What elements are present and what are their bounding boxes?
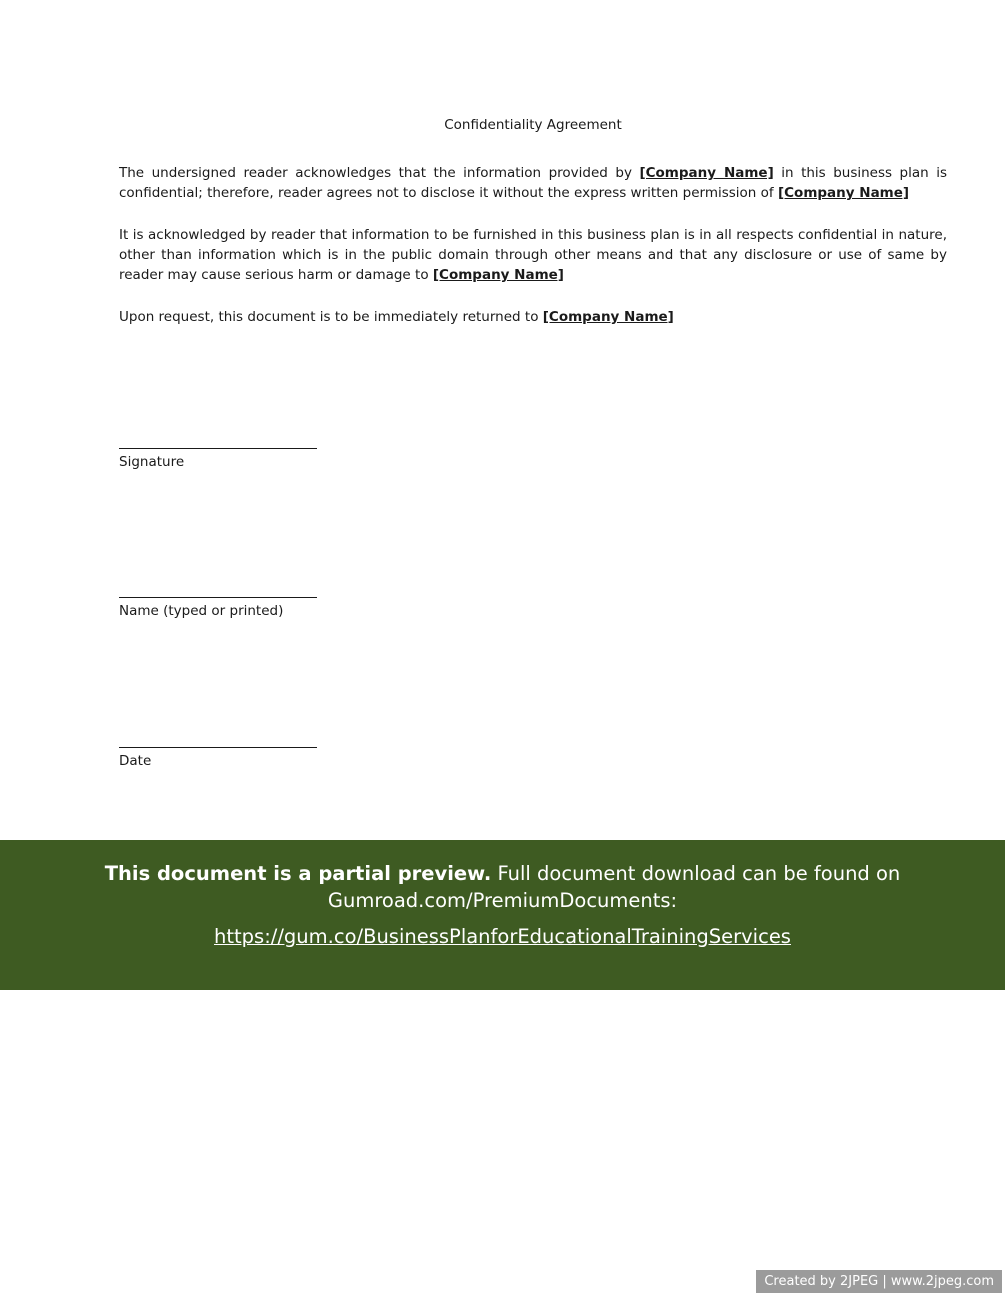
date-line <box>119 747 317 748</box>
preview-banner <box>0 840 1005 990</box>
paragraph-text: Upon request, this document is to be immediately returned to <box>119 309 543 325</box>
watermark: Created by 2JPEG | www.2jpeg.com <box>756 1270 1002 1293</box>
date-label: Date <box>119 753 152 769</box>
date-block <box>119 747 947 771</box>
gumroad-link[interactable]: https://gum.co/BusinessPlanforEducationalTrainingServices <box>214 925 791 948</box>
company-name-placeholder: [Company Name] <box>639 165 774 181</box>
name-label: Name (typed or printed) <box>119 603 284 619</box>
company-name-placeholder: [Company Name] <box>432 267 564 283</box>
paragraph-1 <box>119 163 947 203</box>
name-line <box>119 597 317 598</box>
signature-line <box>119 448 317 449</box>
preview-banner-regular-text: Full document download can be found on Gumroad.com/PremiumDocuments: <box>327 862 901 912</box>
company-name-placeholder: [Company Name] <box>542 309 674 325</box>
preview-banner-text <box>73 860 933 914</box>
document-title: Confidentiality Agreement <box>444 117 622 133</box>
company-name-placeholder: [Company Name] <box>777 185 910 201</box>
signature-block <box>119 448 947 472</box>
paragraph-text: It is acknowledged by reader that information to be furnished in this business plan is in all respects confidential in nature, other than information which is in the public domain through other means and that any disclosure or use of same by reader may cause serious harm or damage to <box>119 227 947 283</box>
paragraph-text: in this business plan is confidential; therefore, reader agrees not to disclose it without the express written permission of <box>119 165 947 201</box>
name-block <box>119 597 947 621</box>
signature-label: Signature <box>119 454 185 470</box>
paragraph-2 <box>119 225 947 285</box>
paragraph-text: The undersigned reader acknowledges that the information provided by <box>119 165 640 181</box>
preview-banner-bold-text: This document is a partial preview. <box>104 862 492 885</box>
document-content <box>119 115 947 771</box>
paragraph-3 <box>119 307 947 327</box>
